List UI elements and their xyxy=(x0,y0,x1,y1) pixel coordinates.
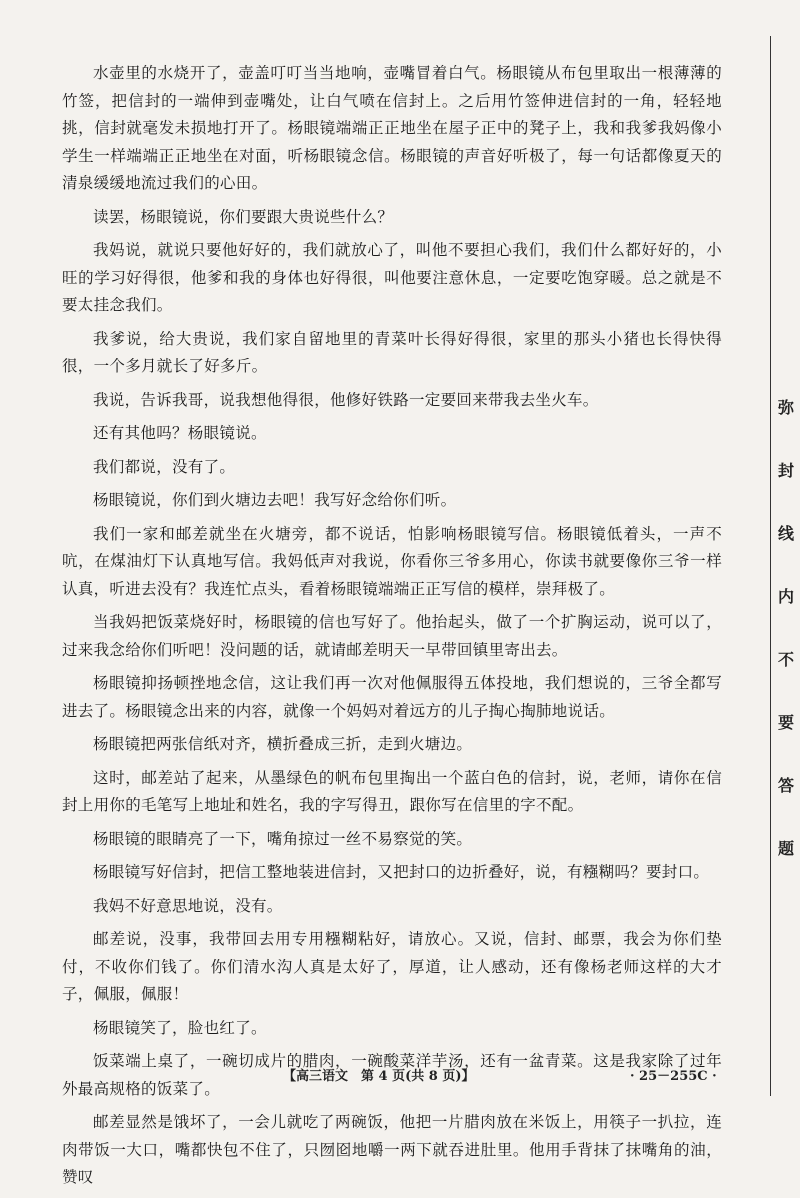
page-content xyxy=(62,60,722,1198)
paragraph: 这时，邮差站了起来，从墨绿色的帆布包里掏出一个蓝白色的信封，说，老师，请你在信封上用你的毛笔写上地址和姓名，我的字写得丑，跟你写在信里的字不配。 xyxy=(62,768,722,814)
paragraph: 我妈说，就说只要他好好的，我们就放心了，叫他不要担心我们，我们什么都好好的，小旺的学习好得很，他爹和我的身体也好得很，叫他要注意休息，一定要吃饱穿暖。总之就是不要太挂念我们。 xyxy=(62,241,722,314)
binding-char: 线 xyxy=(777,524,794,543)
footer-exam-code: · 25－255C · xyxy=(630,1069,717,1084)
binding-char: 要 xyxy=(777,713,794,732)
binding-char: 封 xyxy=(777,461,794,480)
paragraph: 杨眼镜写好信封，把信工整地装进信封，又把封口的边折叠好，说，有糨糊吗？要封口。 xyxy=(93,863,710,881)
paragraph: 我爹说，给大贵说，我们家自留地里的青菜叶长得好得很，家里的那头小猪也长得快得很，一个多月就长了好多斤。 xyxy=(62,329,722,375)
paragraph: 读罢，杨眼镜说，你们要跟大贵说些什么？ xyxy=(93,207,394,226)
paragraph: 杨眼镜笑了，脸也红了。 xyxy=(93,1018,267,1037)
paragraph: 当我妈把饭菜烧好时，杨眼镜的信也写好了。他抬起头，做了一个扩胸运动，说可以了，过来我念给你们听吧！没问题的话，就请邮差明天一早带回镇里寄出去。 xyxy=(62,613,722,659)
paragraph: 饭菜端上桌了，一碗切成片的腊肉，一碗酸菜洋芋汤，还有一盆青菜。这是我家除了过年外最高规格的饭菜了。 xyxy=(62,1052,722,1098)
paragraph: 我妈不好意思地说，没有。 xyxy=(93,896,283,915)
paragraph: 我说，告诉我哥，说我想他得很，他修好铁路一定要回来带我去坐火车。 xyxy=(93,390,599,409)
paragraph: 杨眼镜抑扬顿挫地念信，这让我们再一次对他佩服得五体投地，我们想说的，三爷全都写进去了。杨眼镜念出来的内容，就像一个妈妈对着远方的儿子掏心掏肺地说话。 xyxy=(62,674,722,720)
paragraph: 我们一家和邮差就坐在火塘旁，都不说话，怕影响杨眼镜写信。杨眼镜低着头，一声不吭，在煤油灯下认真地写信。我妈低声对我说，你看你三爷多用心，你读书就要像你三爷一样认真，听进去没有？我连忙点头，看着杨眼镜端端正正写信的模样，崇拜极了。 xyxy=(62,524,722,598)
paragraph: 杨眼镜的眼睛亮了一下，嘴角掠过一丝不易察觉的笑。 xyxy=(93,829,473,848)
paragraph: 杨眼镜说，你们到火塘边去吧！我写好念给你们听。 xyxy=(93,491,457,509)
binding-char: 答 xyxy=(777,776,794,795)
paragraph: 邮差说，没事，我带回去用专用糨糊粘好，请放心。又说，信封、邮票，我会为你们垫付，不收你们钱了。你们清水沟人真是太好了，厚道，让人感动，还有像杨老师这样的大才子，佩服，佩服！ xyxy=(62,930,722,1003)
binding-char: 不 xyxy=(777,650,794,669)
binding-char: 弥 xyxy=(777,398,794,417)
footer-page-info: 【高三语文 第 4 页(共 8 页)】 xyxy=(283,1069,475,1084)
paragraph: 水壶里的水烧开了，壶盖叮叮当当地响，壶嘴冒着白气。杨眼镜从布包里取出一根薄薄的竹签，把信封的一端伸到壶嘴处，让白气喷在信封上。之后用竹签伸进信封的一角，轻轻地挑，信封就毫发未损地打开了。杨眼镜端端正正地坐在屋子正中的凳子上，我和我爹我妈像小学生一样端端正正地坐在对面，听杨眼镜念信。杨眼镜的声音好听极了，每一句话都像夏天的清泉缓缓地流过我们的心田。 xyxy=(62,64,722,192)
binding-char: 内 xyxy=(777,587,794,606)
paragraph: 我们都说，没有了。 xyxy=(93,457,236,476)
paragraph: 邮差显然是饿坏了，一会儿就吃了两碗饭，他把一片腊肉放在米饭上，用筷子一扒拉，连肉带饭一大口，嘴都快包不住了，只囫囵地嚼一两下就吞进肚里。他用手背抹了抹嘴角的油，赞叹 xyxy=(62,1113,722,1186)
paragraph: 还有其他吗？杨眼镜说。 xyxy=(93,424,267,442)
binding-char: 题 xyxy=(777,839,794,858)
paragraph: 杨眼镜把两张信纸对齐，横折叠成三折，走到火塘边。 xyxy=(93,735,473,753)
binding-line xyxy=(770,36,771,1096)
binding-notice xyxy=(775,395,797,859)
